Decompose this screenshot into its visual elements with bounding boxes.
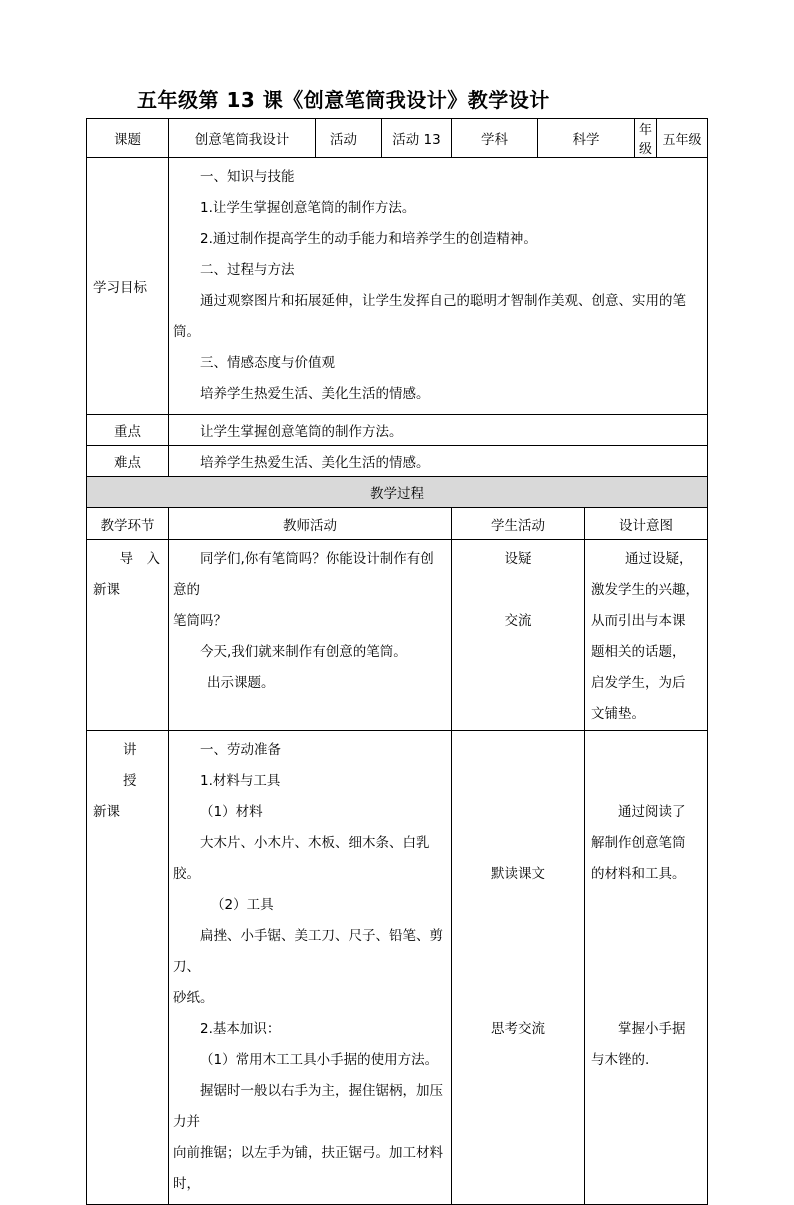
teacher-line: 出示课题。 <box>207 675 275 691</box>
grade-value: 五年级 <box>657 119 708 158</box>
objectives-content <box>169 158 708 415</box>
intent-line: 激发学生的兴趣， <box>591 582 699 598</box>
process-header: 教学过程 <box>87 477 708 508</box>
key-point-label: 重点 <box>87 415 169 446</box>
difficulty-label: 难点 <box>87 446 169 477</box>
objective-line: 2.通过制作提高学生的动手能力和培养学生的创造精神。 <box>200 231 537 247</box>
teacher-line: 同学们,你有笔筒吗？你能设计制作有创意的 <box>173 551 434 598</box>
intro-intent <box>585 540 708 731</box>
objective-line: 筒。 <box>173 324 200 340</box>
teach-teacher <box>169 731 452 1205</box>
process-header-row <box>87 477 708 508</box>
teach-intent <box>585 731 708 1205</box>
objectives-row <box>87 158 708 415</box>
column-stage: 教学环节 <box>87 508 169 540</box>
process-columns-row <box>87 508 708 540</box>
column-teacher: 教师活动 <box>169 508 452 540</box>
intent-line: 启发学生，为后 <box>591 675 686 691</box>
intro-row <box>87 540 708 731</box>
objective-line: 一、知识与技能 <box>200 169 295 185</box>
student-line: 交流 <box>504 613 532 629</box>
teacher-line: 扁挫、小手锯、美工刀、尺子、铅笔、剪刀、 <box>173 928 443 975</box>
intro-teacher <box>169 540 452 731</box>
intro-stage <box>87 540 169 731</box>
teach-stage-b: 新课 <box>93 804 120 820</box>
course-label: 课题 <box>87 119 169 158</box>
objective-line: 1.让学生掌握创意笔筒的制作方法。 <box>200 200 416 216</box>
column-student: 学生活动 <box>452 508 585 540</box>
teacher-line: 笔筒吗？ <box>173 613 227 629</box>
teacher-line: 大木片、小木片、木板、细木条、白乳胶。 <box>173 835 430 882</box>
intent-line: 与木锉的. <box>591 1052 650 1068</box>
teacher-line: 1.材料与工具 <box>200 773 281 789</box>
key-point-text: 让学生掌握创意笔筒的制作方法。 <box>169 415 708 446</box>
intro-student <box>452 540 585 731</box>
difficulty-text: 培养学生热爱生活、美化生活的情感。 <box>169 446 708 477</box>
student-discuss: 思考交流 <box>491 1021 545 1037</box>
info-row <box>87 119 708 158</box>
intent-line: 从而引出与本课 <box>591 613 686 629</box>
teach-student <box>452 731 585 1205</box>
intro-stage-b: 新课 <box>93 582 120 598</box>
teacher-line: 今天,我们就来制作有创意的笔筒。 <box>200 644 407 660</box>
intent-line: 的材料和工具。 <box>591 866 686 882</box>
objective-line: 三、情感态度与价值观 <box>200 355 335 371</box>
teach-stage-a: 讲 授 <box>123 742 150 789</box>
objective-line: 培养学生热爱生活、美化生活的情感。 <box>200 386 430 402</box>
teach-stage <box>87 731 169 1205</box>
teacher-line: （2）工具 <box>211 897 274 913</box>
teacher-line: 向前推锯；以左手为铺，扶正锯弓。加工材料时， <box>173 1145 443 1192</box>
teach-row <box>87 731 708 1205</box>
intent-line: 掌握小手据 <box>618 1021 686 1037</box>
teacher-line: 2.基本加识： <box>200 1021 281 1037</box>
objective-line: 二、过程与方法 <box>200 262 295 278</box>
objectives-label: 学习目标 <box>87 158 169 415</box>
intent-line: 文铺垫。 <box>591 706 645 722</box>
teacher-line: 砂纸。 <box>173 990 214 1006</box>
intent-line: 通过设疑， <box>625 551 693 567</box>
lesson-plan-table <box>86 118 708 1205</box>
activity-label: 活动 <box>316 119 382 158</box>
difficulty-row <box>87 446 708 477</box>
student-line: 设疑 <box>504 551 532 567</box>
student-line <box>458 575 578 606</box>
teacher-line: （1）常用木工工具小手据的使用方法。 <box>200 1052 439 1068</box>
grade-label: 年级 <box>635 119 657 158</box>
subject-label: 学科 <box>452 119 538 158</box>
column-intent: 设计意图 <box>585 508 708 540</box>
intent-line: 解制作创意笔筒 <box>591 835 686 851</box>
intro-stage-a: 导 入 <box>119 551 160 567</box>
teacher-line: 一、劳动准备 <box>200 742 281 758</box>
intent-line: 题相关的话题， <box>591 644 686 660</box>
teacher-line: （1）材料 <box>200 804 263 820</box>
activity-value: 活动 13 <box>382 119 452 158</box>
objective-line: 通过观察图片和拓展延伸，让学生发挥自己的聪明才智制作美观、创意、实用的笔 <box>200 293 686 309</box>
page-title: 五年级第 13 课《创意笔筒我设计》教学设计 <box>137 88 550 112</box>
student-read: 默读课文 <box>491 866 545 882</box>
subject-value: 科学 <box>538 119 635 158</box>
intent-line: 通过阅读了 <box>618 804 686 820</box>
key-point-row <box>87 415 708 446</box>
teacher-line: 握锯时一般以右手为主，握住锯柄，加压力并 <box>173 1083 443 1130</box>
course-value: 创意笔筒我设计 <box>169 119 316 158</box>
